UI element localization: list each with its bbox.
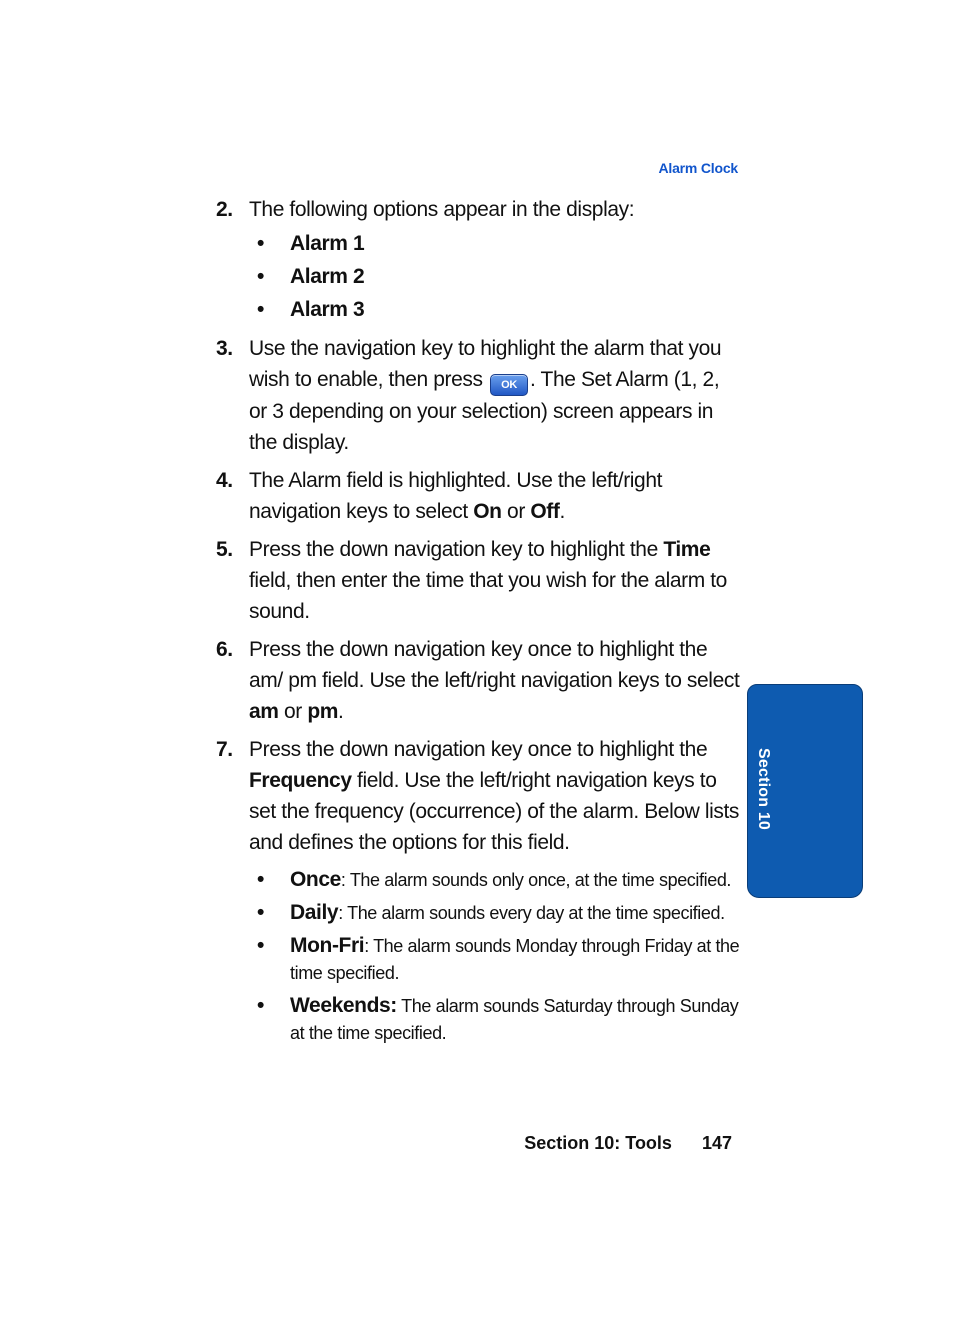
text-segment: Press the down navigation key once to highlight the am/ pm field. Use the left/right navigation keys to select	[249, 638, 740, 692]
step-text	[249, 638, 739, 723]
list-item	[257, 992, 742, 1047]
bold-term: pm	[307, 700, 339, 723]
bold-term: Time	[663, 538, 711, 561]
list-item	[257, 899, 742, 927]
step-2	[216, 194, 742, 326]
step-5	[216, 534, 742, 627]
text-segment: . The Set Alarm (1, 2, or 3 depending on your selection) screen appears in the display.	[249, 368, 720, 454]
option-desc: The alarm sounds Monday through Friday at the time specified.	[290, 936, 740, 983]
text-segment: field. Use the left/right navigation keys to set the frequency (occurrence) of the alarm. Below lists and defines the options for this field.	[249, 769, 739, 854]
step-text: The following options appear in the display:	[249, 198, 635, 221]
step-3	[216, 333, 742, 458]
option-label: Alarm 3	[290, 298, 365, 321]
bullet: •	[257, 868, 264, 891]
text-segment: field, then enter the time that you wish for the alarm to sound.	[249, 569, 727, 623]
step-7	[216, 734, 742, 1047]
ok-key-icon: OK	[490, 374, 528, 396]
step-text	[249, 469, 662, 523]
option-label: Alarm 1	[290, 232, 365, 255]
text-segment: .	[559, 500, 565, 523]
step-text	[249, 337, 721, 454]
bullet: •	[257, 232, 264, 255]
option-desc: The alarm sounds every day at the time specified.	[347, 903, 725, 923]
option-label: Alarm 2	[290, 265, 365, 288]
running-header: Alarm Clock	[658, 160, 738, 176]
bullet: •	[257, 994, 264, 1017]
list-item	[257, 932, 742, 987]
options-list	[249, 227, 742, 326]
bullet: •	[257, 298, 264, 321]
option-term: Mon-Fri	[290, 934, 365, 957]
option-separator: :	[340, 870, 350, 890]
list-item	[257, 227, 742, 260]
step-number: 2.	[216, 198, 233, 221]
option-desc: The alarm sounds only once, at the time specified.	[349, 870, 732, 890]
step-6	[216, 634, 742, 727]
text-segment: .	[338, 700, 344, 723]
bold-term: Frequency	[249, 769, 352, 792]
option-term: Weekends:	[290, 994, 397, 1017]
footer-section: Section 10: Tools	[524, 1133, 672, 1153]
bullet: •	[257, 934, 264, 957]
step-number: 7.	[216, 738, 233, 761]
page-content	[216, 194, 742, 1054]
bullet: •	[257, 265, 264, 288]
text-segment: Press the down navigation key to highlight the	[249, 538, 664, 561]
page-footer	[500, 1133, 732, 1154]
text-segment: or	[278, 700, 308, 723]
text-segment: Use the navigation key to highlight the alarm that you wish to enable, then press	[249, 337, 722, 391]
bullet: •	[257, 901, 264, 924]
list-item	[257, 260, 742, 293]
list-item	[257, 293, 742, 326]
bold-term: am	[249, 700, 279, 723]
step-number: 4.	[216, 469, 233, 492]
step-4	[216, 465, 742, 527]
frequency-options-list	[249, 866, 742, 1047]
step-text	[249, 538, 727, 623]
text-segment: or	[501, 500, 531, 523]
list-item	[257, 866, 742, 894]
bold-term: On	[473, 500, 502, 523]
option-desc: The alarm sounds Saturday through Sunday at the time specified.	[290, 996, 739, 1043]
option-separator: :	[338, 903, 348, 923]
step-text	[249, 738, 739, 854]
option-separator: :	[364, 936, 374, 956]
page-number: 147	[701, 1133, 732, 1153]
option-term: Once	[290, 868, 341, 891]
text-segment: The Alarm field is highlighted. Use the left/right navigation keys to select	[249, 469, 663, 523]
step-number: 5.	[216, 538, 233, 561]
section-tab-text: Section 10	[755, 748, 772, 831]
option-term: Daily	[290, 901, 339, 924]
bold-term: Off	[530, 500, 560, 523]
step-number: 3.	[216, 337, 233, 360]
step-number: 6.	[216, 638, 233, 661]
text-segment: Press the down navigation key once to highlight the	[249, 738, 708, 761]
